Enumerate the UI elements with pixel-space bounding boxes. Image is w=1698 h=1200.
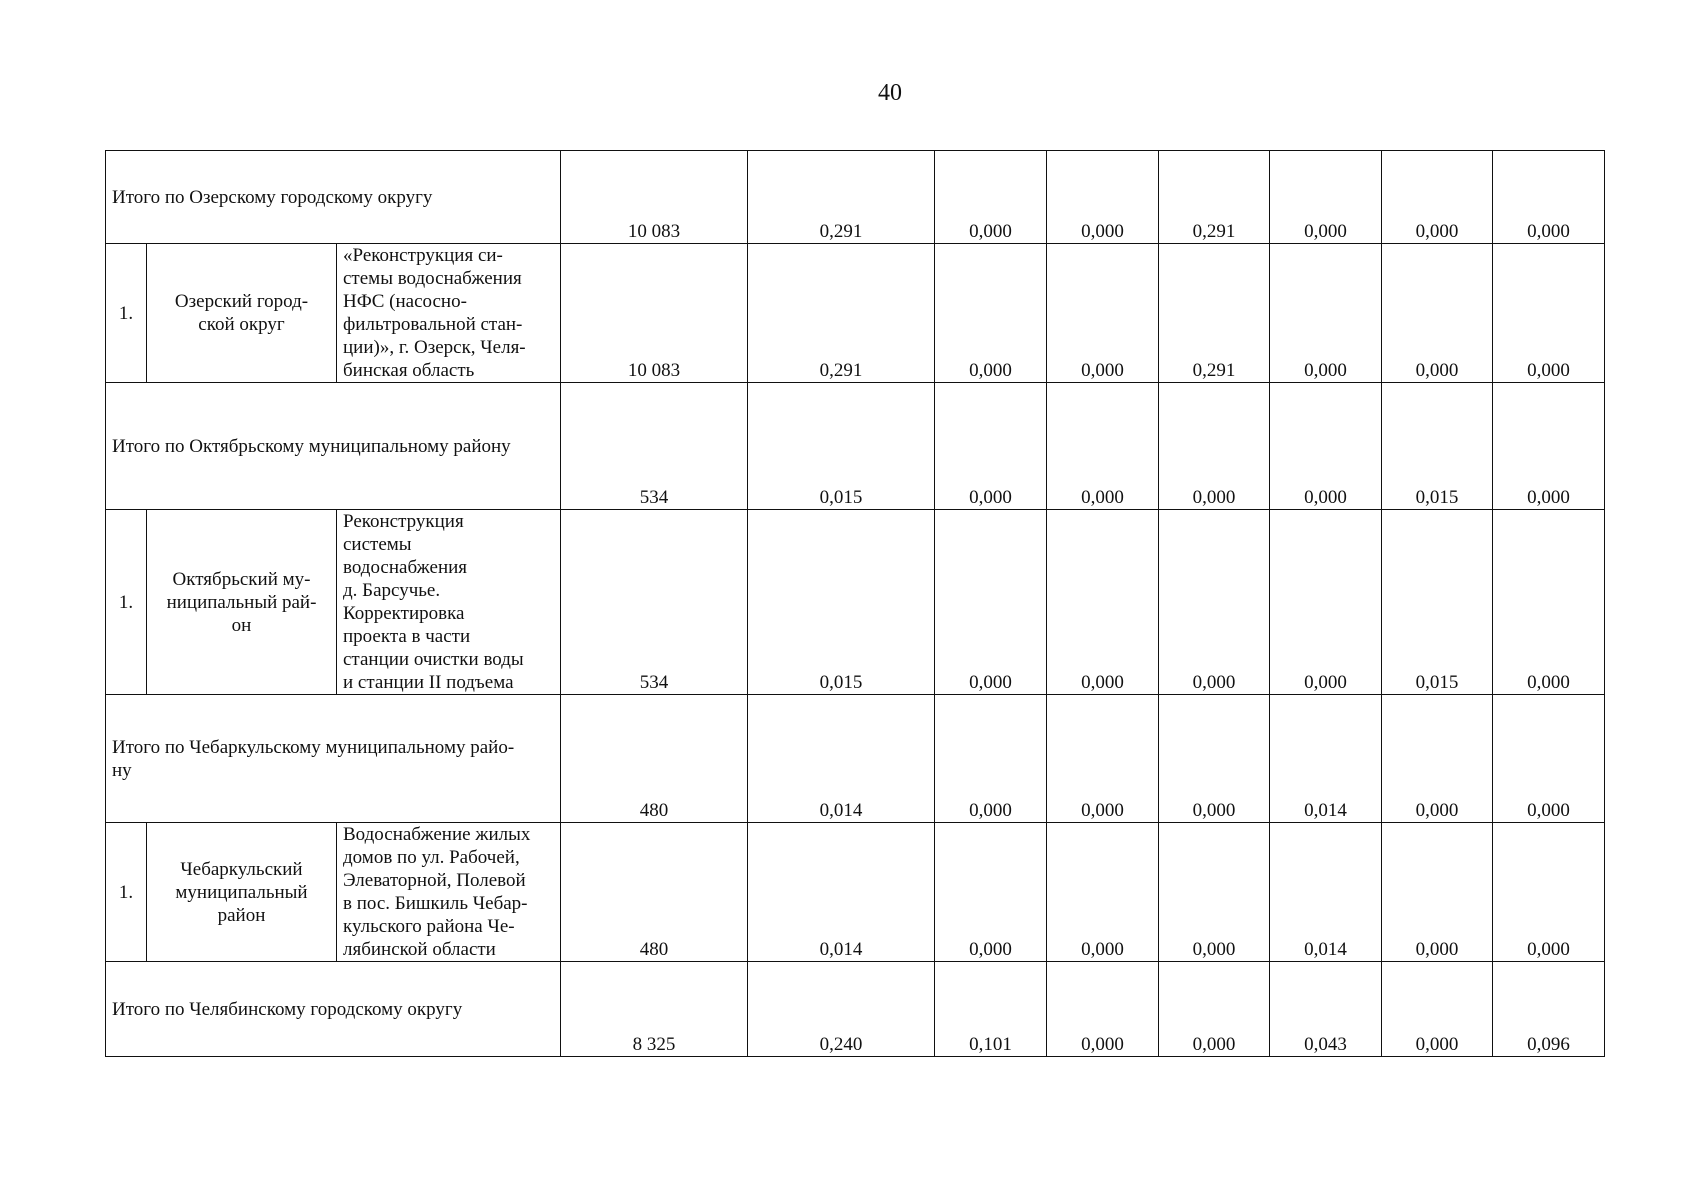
value-cell: 0,000 [1493,151,1605,244]
value-cell: 0,000 [1159,823,1270,962]
value-cell: 0,015 [748,510,935,695]
project-cell: «Реконструкция си- стемы водоснабжения НФС (насосно- фильтровальной стан- ции)», г. Озерск, Челя- бинская область [337,244,561,383]
value-cell: 0,000 [1047,962,1159,1057]
value-cell: 0,014 [1270,695,1382,823]
value-cell: 0,000 [1159,695,1270,823]
value-cell: 0,000 [1270,244,1382,383]
value-cell: 534 [561,383,748,510]
value-cell: 0,000 [1047,695,1159,823]
value-cell: 0,000 [935,151,1047,244]
item-row [106,823,1605,962]
value-cell: 0,014 [748,823,935,962]
value-cell: 0,000 [1047,823,1159,962]
value-cell: 0,000 [1159,962,1270,1057]
value-cell: 0,000 [935,510,1047,695]
value-cell: 0,015 [748,383,935,510]
value-cell: 0,015 [1382,510,1493,695]
value-cell: 0,000 [1270,383,1382,510]
data-table [105,150,1605,1057]
value-cell: 0,000 [1493,695,1605,823]
row-index: 1. [106,510,147,695]
item-row [106,244,1605,383]
value-cell: 0,240 [748,962,935,1057]
value-cell: 0,291 [1159,244,1270,383]
value-cell: 0,000 [935,244,1047,383]
municipality-cell: Октябрьский му- ниципальный рай- он [147,510,337,695]
value-cell: 0,000 [1270,510,1382,695]
value-cell: 0,000 [935,695,1047,823]
value-cell: 0,000 [1493,244,1605,383]
total-label: Итого по Октябрьскому муниципальному району [106,383,561,510]
value-cell: 480 [561,823,748,962]
page-number: 40 [878,80,902,106]
value-cell: 0,000 [1493,383,1605,510]
total-label: Итого по Челябинскому городскому округу [106,962,561,1057]
municipality-cell: Озерский город- ской округ [147,244,337,383]
value-cell: 0,000 [1493,510,1605,695]
total-row [106,383,1605,510]
value-cell: 0,000 [935,823,1047,962]
value-cell: 0,096 [1493,962,1605,1057]
value-cell: 10 083 [561,151,748,244]
value-cell: 0,043 [1270,962,1382,1057]
total-label: Итого по Озерскому городскому округу [106,151,561,244]
value-cell: 0,000 [1382,962,1493,1057]
value-cell: 480 [561,695,748,823]
value-cell: 0,000 [1382,695,1493,823]
value-cell: 0,000 [935,383,1047,510]
value-cell: 0,291 [1159,151,1270,244]
value-cell: 8 325 [561,962,748,1057]
value-cell: 0,000 [1047,510,1159,695]
value-cell: 534 [561,510,748,695]
value-cell: 0,015 [1382,383,1493,510]
total-row [106,962,1605,1057]
value-cell: 0,000 [1382,823,1493,962]
total-row [106,151,1605,244]
municipality-cell: Чебаркульский муниципальный район [147,823,337,962]
project-cell: Реконструкция системы водоснабжения д. Барсучье. Корректировка проекта в части станции очистки воды и станции II подъема [337,510,561,695]
value-cell: 0,000 [1382,151,1493,244]
value-cell: 0,000 [1270,151,1382,244]
value-cell: 0,000 [1047,151,1159,244]
value-cell: 0,101 [935,962,1047,1057]
value-cell: 0,291 [748,244,935,383]
value-cell: 0,000 [1159,383,1270,510]
value-cell: 0,000 [1047,383,1159,510]
row-index: 1. [106,244,147,383]
item-row [106,510,1605,695]
project-cell: Водоснабжение жилых домов по ул. Рабочей, Элеваторной, Полевой в пос. Бишкиль Чебар- кульского района Че- лябинской области [337,823,561,962]
total-row [106,695,1605,823]
value-cell: 0,014 [748,695,935,823]
value-cell: 10 083 [561,244,748,383]
value-cell: 0,000 [1382,244,1493,383]
value-cell: 0,000 [1159,510,1270,695]
value-cell: 0,014 [1270,823,1382,962]
row-index: 1. [106,823,147,962]
value-cell: 0,000 [1493,823,1605,962]
value-cell: 0,000 [1047,244,1159,383]
value-cell: 0,291 [748,151,935,244]
total-label: Итого по Чебаркульскому муниципальному райо- ну [106,695,561,823]
